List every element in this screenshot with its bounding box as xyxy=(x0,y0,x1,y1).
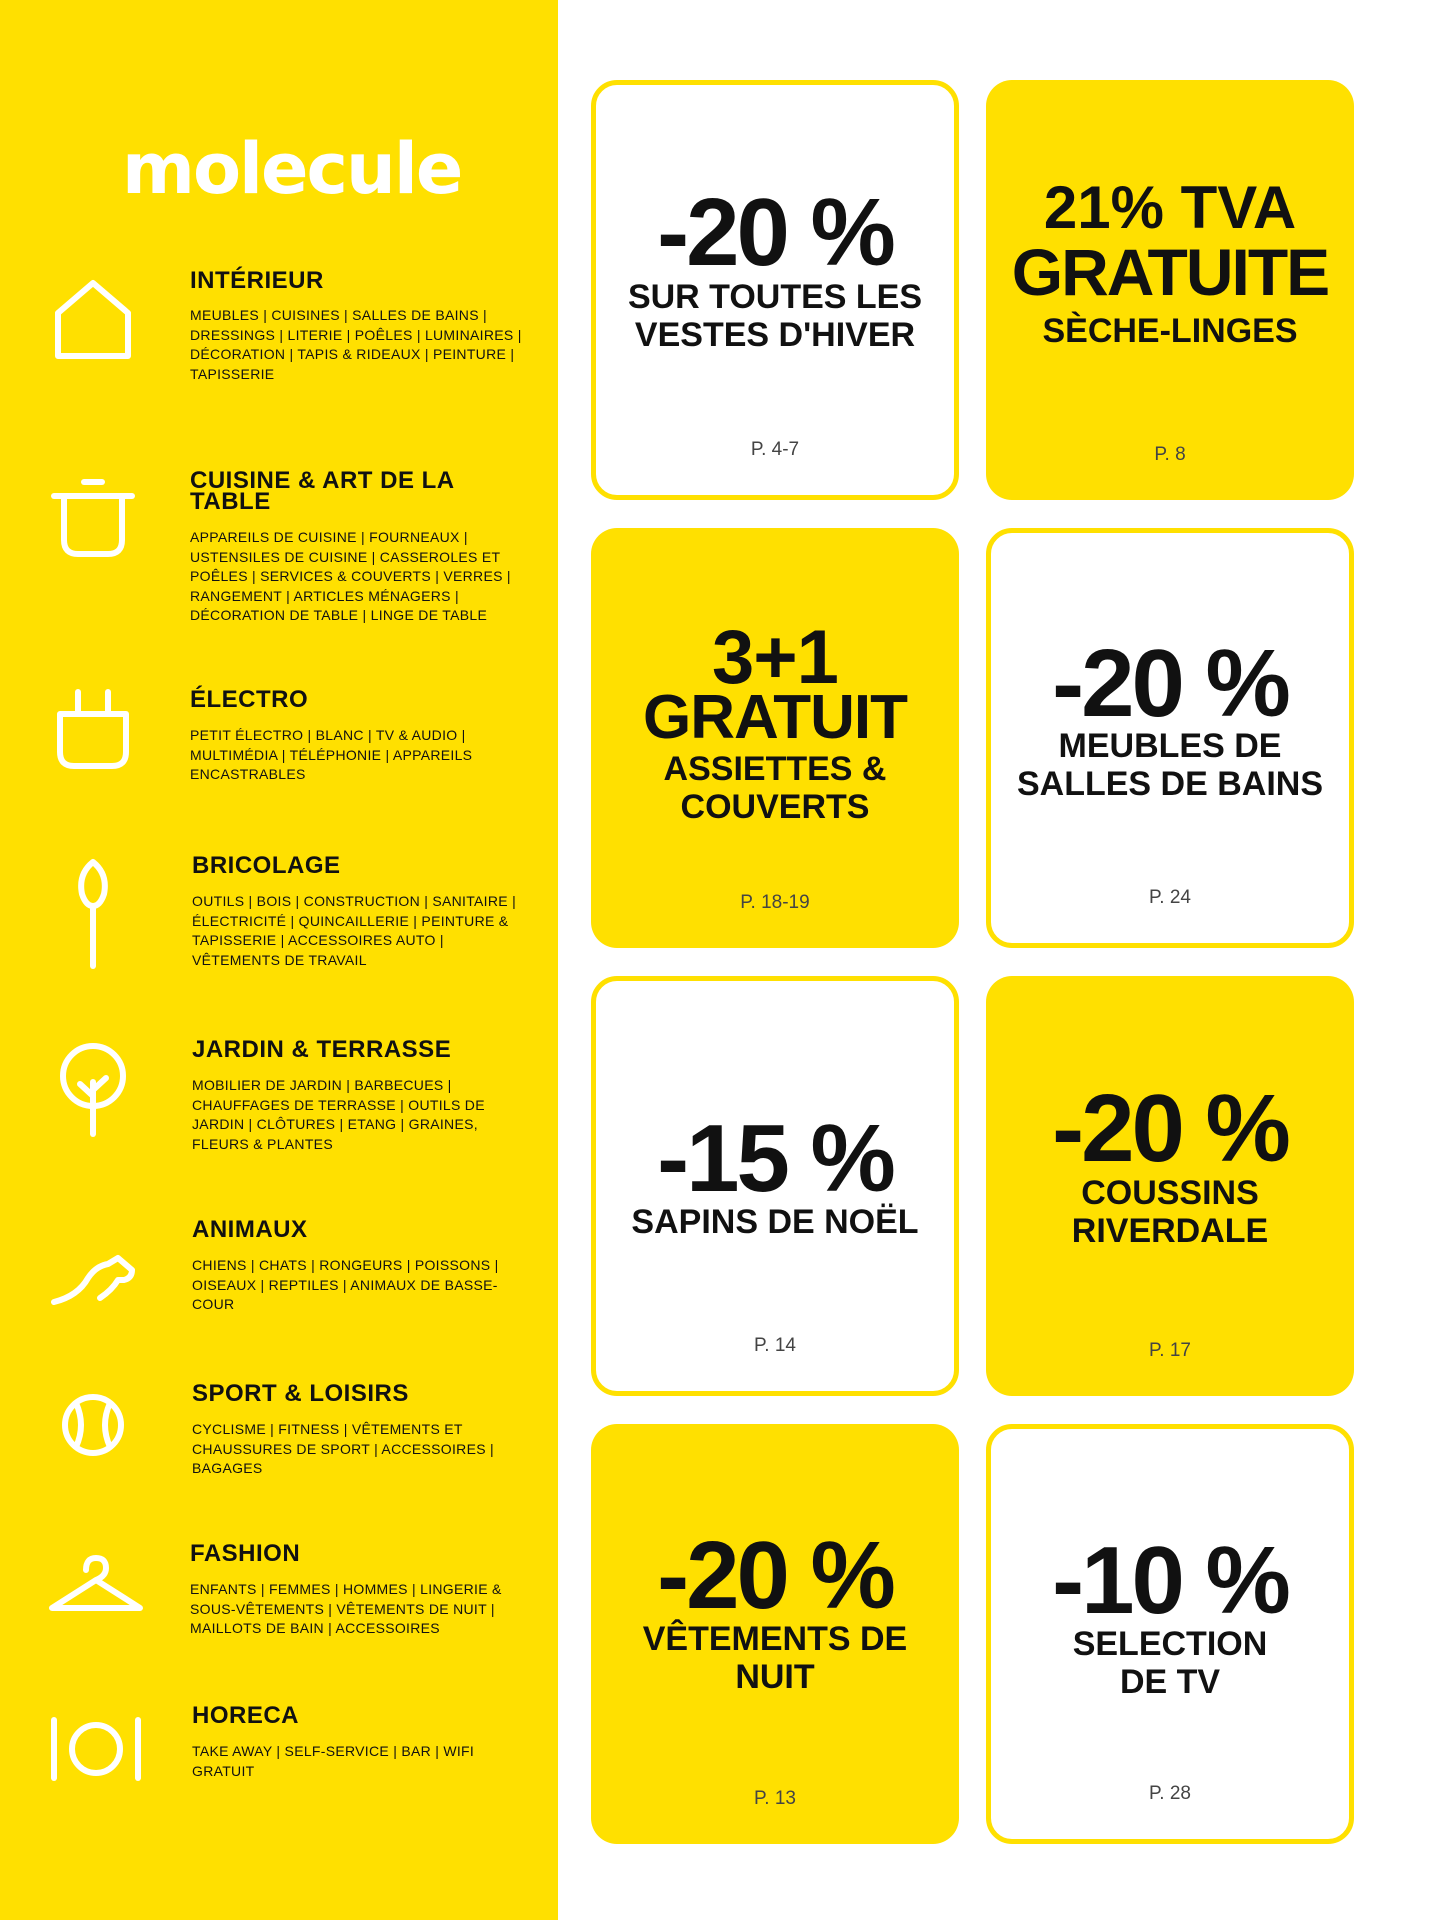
offer-page-ref: P. 17 xyxy=(1149,1340,1191,1361)
offer-discount: -20 % xyxy=(1052,1075,1288,1182)
category-description: OUTILS | BOIS | CONSTRUCTION | SANITAIRE | ÉLECTRICITÉ | QUINCAILLERIE | PEINTURE & TAPISSERIE | ACCESSOIRES AUTO | VÊTEMENTS DE TRAVAIL xyxy=(192,893,517,968)
category-title: CUISINE & ART DE LA TABLE xyxy=(190,467,454,515)
power-plug-icon xyxy=(48,684,138,774)
offer-line-1: SUR TOUTES LES xyxy=(627,278,923,316)
offer-line-2: VESTES D'HIVER xyxy=(634,316,916,354)
category-sidebar xyxy=(0,0,558,1920)
category-description: APPAREILS DE CUISINE | FOURNEAUX | USTENSILES DE CUISINE | CASSEROLES ET POÊLES | SERVICES & COUVERTS | VERRES | RANGEMENT | ARTICLES MÉNAGERS | DÉCORATION DE TABLE | LINGE DE TABLE xyxy=(190,529,511,623)
category-title: HORECA xyxy=(192,1702,300,1729)
offer-card-vestes[interactable] xyxy=(591,80,959,500)
offer-page-ref: P. 13 xyxy=(754,1788,796,1809)
offer-line-2: NUIT xyxy=(735,1658,815,1696)
offer-line-1: COUSSINS xyxy=(1081,1174,1259,1212)
category-description: CHIENS | CHATS | RONGEURS | POISSONS | OISEAUX | REPTILES | ANIMAUX DE BASSE-COUR xyxy=(192,1257,499,1312)
category-title: INTÉRIEUR xyxy=(190,267,324,294)
category-title: FASHION xyxy=(190,1540,301,1567)
offer-line-1: ASSIETTES & xyxy=(663,750,887,788)
offer-line-2: DE TV xyxy=(1119,1663,1221,1701)
tennis-ball-icon xyxy=(48,1380,138,1470)
offer-discount: -10 % xyxy=(1052,1527,1288,1634)
offer-line-2: SALLES DE BAINS xyxy=(1016,765,1324,803)
offer-line-2: COUVERTS xyxy=(680,788,870,826)
offer-line-2: RIVERDALE xyxy=(1071,1212,1269,1250)
offer-page-ref: P. 28 xyxy=(1149,1783,1191,1804)
cooking-pot-icon xyxy=(48,472,138,562)
offer-page-ref: P. 4-7 xyxy=(750,439,800,460)
offer-card-salles-de-bains[interactable] xyxy=(986,528,1354,948)
offer-discount: GRATUITE xyxy=(1011,235,1329,309)
offer-top-line: 3+1 xyxy=(712,615,838,700)
offer-line-1: SÈCHE-LINGES xyxy=(1042,312,1298,350)
offer-page-ref: P. 8 xyxy=(1154,444,1186,465)
offer-card-vetements-de-nuit[interactable] xyxy=(591,1424,959,1844)
offer-line-1: MEUBLES DE xyxy=(1058,727,1282,765)
offer-card-assiettes[interactable] xyxy=(591,528,959,948)
category-description: MEUBLES | CUISINES | SALLES DE BAINS | DRESSINGS | LITERIE | POÊLES | LUMINAIRES | DÉCORATION | TAPIS & RIDEAUX | PEINTURE | TAPISSERIE xyxy=(190,307,522,382)
offer-card-seche-linges[interactable] xyxy=(986,80,1354,500)
offer-line-1: SAPINS DE NOËL xyxy=(631,1203,919,1241)
offer-line-1: SELECTION xyxy=(1072,1625,1268,1663)
category-title: BRICOLAGE xyxy=(192,852,341,879)
category-description: TAKE AWAY | SELF-SERVICE | BAR | WIFI GRATUIT xyxy=(192,1743,475,1779)
category-description: CYCLISME | FITNESS | VÊTEMENTS ET CHAUSSURES DE SPORT | ACCESSOIRES | BAGAGES xyxy=(192,1421,494,1476)
offer-page-ref: P. 14 xyxy=(754,1335,796,1356)
offer-discount: -20 % xyxy=(657,179,893,286)
category-description: PETIT ÉLECTRO | BLANC | TV & AUDIO | MULTIMÉDIA | TÉLÉPHONIE | APPAREILS ENCASTRABLES xyxy=(190,727,473,782)
offer-discount: GRATUIT xyxy=(643,683,907,752)
offer-top-line: 21% TVA xyxy=(1043,174,1297,241)
hanger-icon xyxy=(46,1540,146,1630)
molecule-logo[interactable]: molecule xyxy=(122,128,462,210)
offer-card-sapins[interactable] xyxy=(591,976,959,1396)
offer-card-coussins[interactable] xyxy=(986,976,1354,1396)
offer-page-ref: P. 18-19 xyxy=(740,892,810,913)
category-title: ANIMAUX xyxy=(192,1216,308,1243)
dog-icon xyxy=(48,1222,138,1312)
offer-card-tv[interactable] xyxy=(986,1424,1354,1844)
offer-discount: -20 % xyxy=(1052,630,1288,737)
tree-icon xyxy=(48,1038,138,1138)
category-description: ENFANTS | FEMMES | HOMMES | LINGERIE & SOUS-VÊTEMENTS | VÊTEMENTS DE NUIT | MAILLOTS DE BAIN | ACCESSOIRES xyxy=(190,1581,502,1636)
offer-page-ref: P. 24 xyxy=(1149,887,1191,908)
category-title: SPORT & LOISIRS xyxy=(192,1380,409,1407)
category-title: JARDIN & TERRASSE xyxy=(192,1036,452,1063)
plate-cutlery-icon xyxy=(46,1702,146,1792)
offer-discount: -20 % xyxy=(657,1522,893,1629)
category-description: MOBILIER DE JARDIN | BARBECUES | CHAUFFAGES DE TERRASSE | OUTILS DE JARDIN | CLÔTURES | ETANG | GRAINES, FLEURS & PLANTES xyxy=(192,1077,485,1152)
category-title: ÉLECTRO xyxy=(190,686,309,713)
offer-discount: -15 % xyxy=(657,1105,893,1212)
wrench-icon xyxy=(48,854,138,972)
offer-line-1: VÊTEMENTS DE xyxy=(642,1620,908,1658)
house-icon xyxy=(48,273,138,363)
